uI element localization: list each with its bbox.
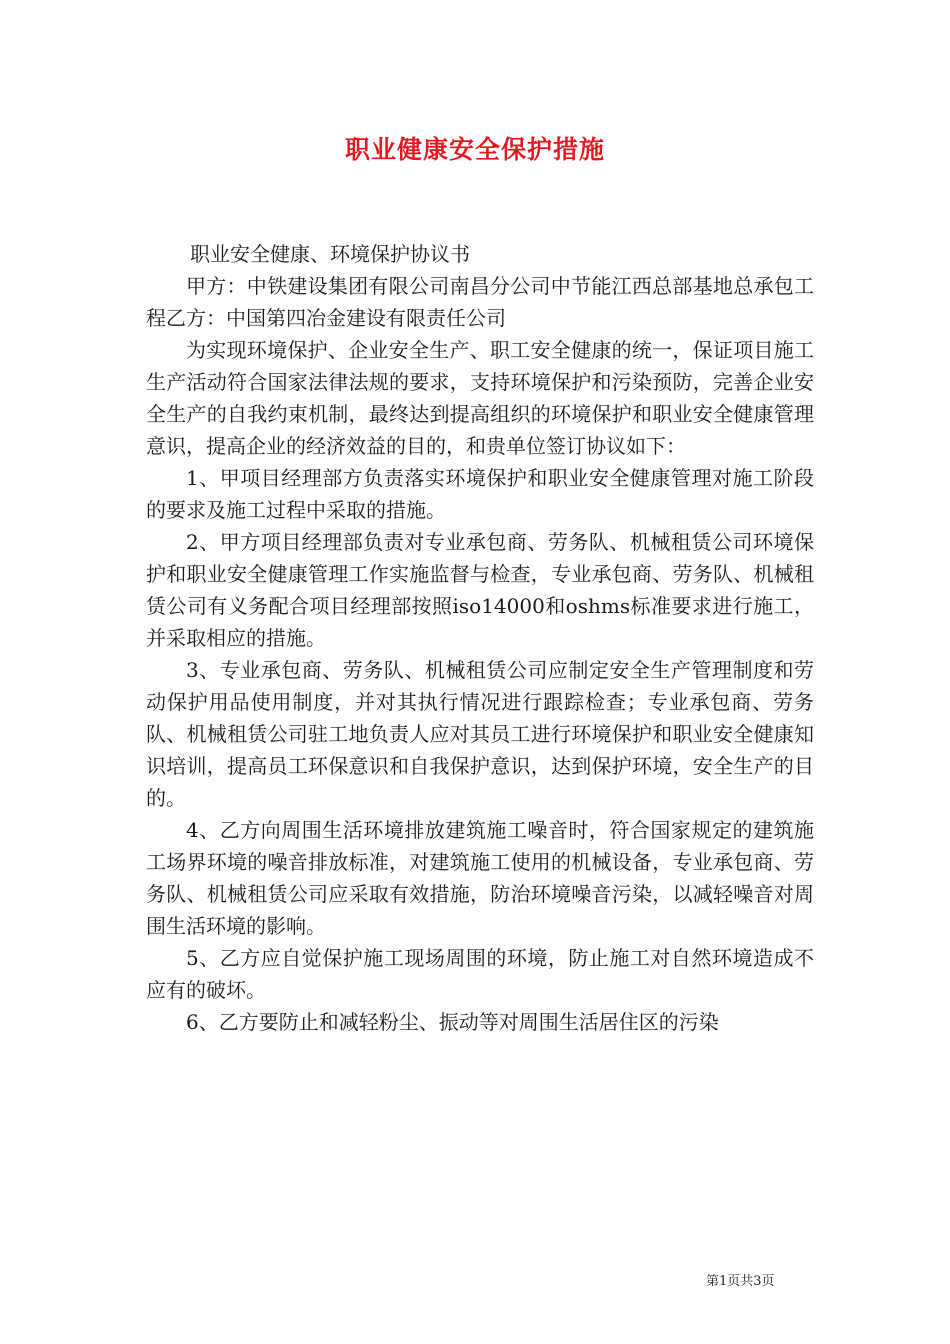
- paragraph-item-1: 1、甲项目经理部方负责落实环境保护和职业安全健康管理对施工阶段的要求及施工过程中采取的措施。: [146, 466, 814, 522]
- paragraph-item-4: 4、乙方向周围生活环境排放建筑施工噪音时，符合国家规定的建筑施工场界环境的噪音排放标准，对建筑施工使用的机械设备，专业承包商、劳务队、机械租赁公司应采取有效措施，防治环境噪音污染，以减轻噪音对周围生活环境的影响。: [146, 818, 814, 938]
- paragraph-item-2: 2、甲方项目经理部负责对专业承包商、劳务队、机械租赁公司环境保护和职业安全健康管理工作实施监督与检查，专业承包商、劳务队、机械租赁公司有义务配合项目经理部按照iso14000和oshms标准要求进行施工，并采取相应的措施。: [146, 530, 814, 650]
- paragraph-intro: 为实现环境保护、企业安全生产、职工安全健康的统一，保证项目施工生产活动符合国家法律法规的要求，支持环境保护和污染预防，完善企业安全生产的自我约束机制，最终达到提高组织的环境保护和职业安全健康管理意识，提高企业的经济效益的目的，和贵单位签订协议如下：: [146, 338, 814, 458]
- paragraph-item-3: 3、专业承包商、劳务队、机械租赁公司应制定安全生产管理制度和劳动保护用品使用制度，并对其执行情况进行跟踪检查；专业承包商、劳务队、机械租赁公司驻工地负责人应对其员工进行环境保护和职业安全健康知识培训，提高员工环保意识和自我保护意识，达到保护环境，安全生产的目的。: [146, 658, 814, 810]
- page-title: 职业健康安全保护措施: [344, 135, 605, 164]
- paragraph-heading: 职业安全健康、环境保护协议书: [190, 242, 470, 266]
- paragraph-item-5: 5、乙方应自觉保护施工现场周围的环境，防止施工对自然环境造成不应有的破坏。: [146, 946, 814, 1002]
- paragraph-parties: 甲方：中铁建设集团有限公司南昌分公司中节能江西总部基地总承包工程乙方：中国第四冶金建设有限责任公司: [146, 274, 814, 330]
- document-body: [146, 238, 814, 1038]
- paragraph-item-6: 6、乙方要防止和减轻粉尘、振动等对周围生活居住区的污染: [186, 1010, 719, 1034]
- page-number: 第1页共3页: [706, 1274, 775, 1289]
